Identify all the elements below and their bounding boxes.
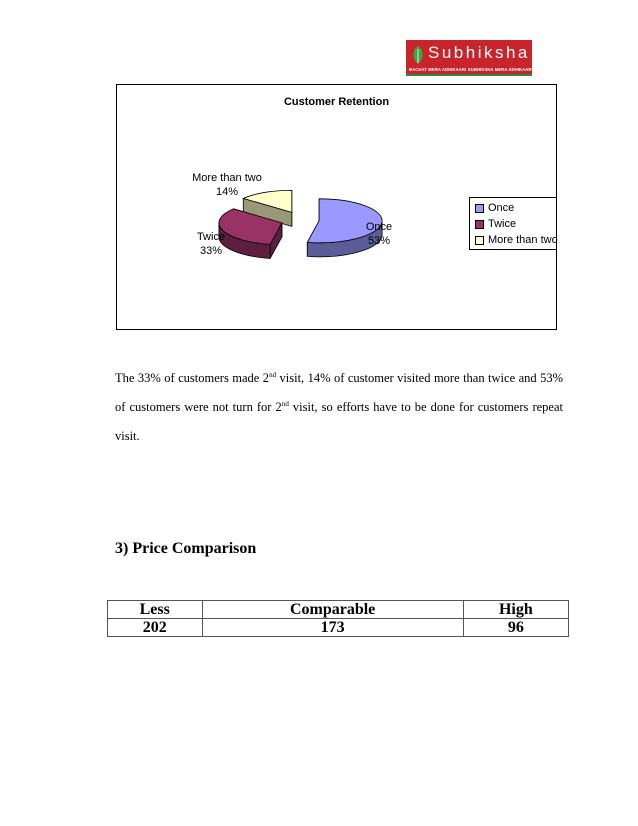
header-cell-comparable: Comparable xyxy=(202,601,463,619)
pie-label-twice-percent: 33% xyxy=(199,245,223,257)
legend-swatch-twice xyxy=(475,220,484,229)
paragraph-part-1: The 33% of customers made 2 xyxy=(115,371,270,385)
pie-label-twice xyxy=(187,230,235,258)
paragraph-sup-2: nd xyxy=(281,399,289,408)
pie-label-twice-name: Twice xyxy=(196,231,226,243)
legend-swatch-more-than-two xyxy=(475,236,484,245)
pie-label-once-name: Once xyxy=(365,221,393,233)
paragraph-sup-1: nd xyxy=(269,370,277,379)
value-cell-high: 96 xyxy=(463,619,568,637)
table-header-row xyxy=(108,601,569,619)
paragraph-part-3: visit, so efforts have to be done for customers repeat visit. xyxy=(115,400,563,443)
legend-item-twice xyxy=(475,217,516,231)
paragraph-part-2: visit, 14% of customer visited more than twice and 53% of customers were not turn for 2 xyxy=(115,371,564,414)
header-cell-high: High xyxy=(463,601,568,619)
pie-label-once-percent: 53% xyxy=(367,235,391,247)
pie-label-more-than-two-percent: 14% xyxy=(215,186,239,198)
pie-label-once xyxy=(355,220,403,248)
leaf-icon xyxy=(411,45,425,65)
legend-label-more-than-two: More than two xyxy=(488,234,558,246)
legend-label-once: Once xyxy=(488,202,515,214)
legend-item-more-than-two xyxy=(475,233,558,247)
pie-label-more-than-two-name: More than two xyxy=(192,172,262,184)
legend-label-twice: Twice xyxy=(488,218,517,230)
legend-item-once xyxy=(475,201,514,215)
logo-name: Subhiksha xyxy=(428,43,530,62)
chart-legend xyxy=(469,197,557,250)
logo-stripe xyxy=(406,74,532,76)
legend-swatch-once xyxy=(475,204,484,213)
value-cell-comparable: 173 xyxy=(202,619,463,637)
section-heading: 3) Price Comparison xyxy=(115,540,257,557)
customer-retention-chart xyxy=(116,84,557,330)
chart-title: Customer Retention xyxy=(283,96,390,108)
header-cell-less: Less xyxy=(108,601,203,619)
logo-tagline: BACHAT MERA ADHIKAAR! SUBHIKSHA MERA ADHIKAAR! xyxy=(409,67,534,72)
retention-summary-paragraph xyxy=(115,364,563,451)
table-value-row xyxy=(108,619,569,637)
value-cell-less: 202 xyxy=(108,619,203,637)
pie-label-more-than-two xyxy=(183,171,271,199)
subhiksha-logo xyxy=(406,40,532,76)
price-comparison-table xyxy=(107,600,569,637)
